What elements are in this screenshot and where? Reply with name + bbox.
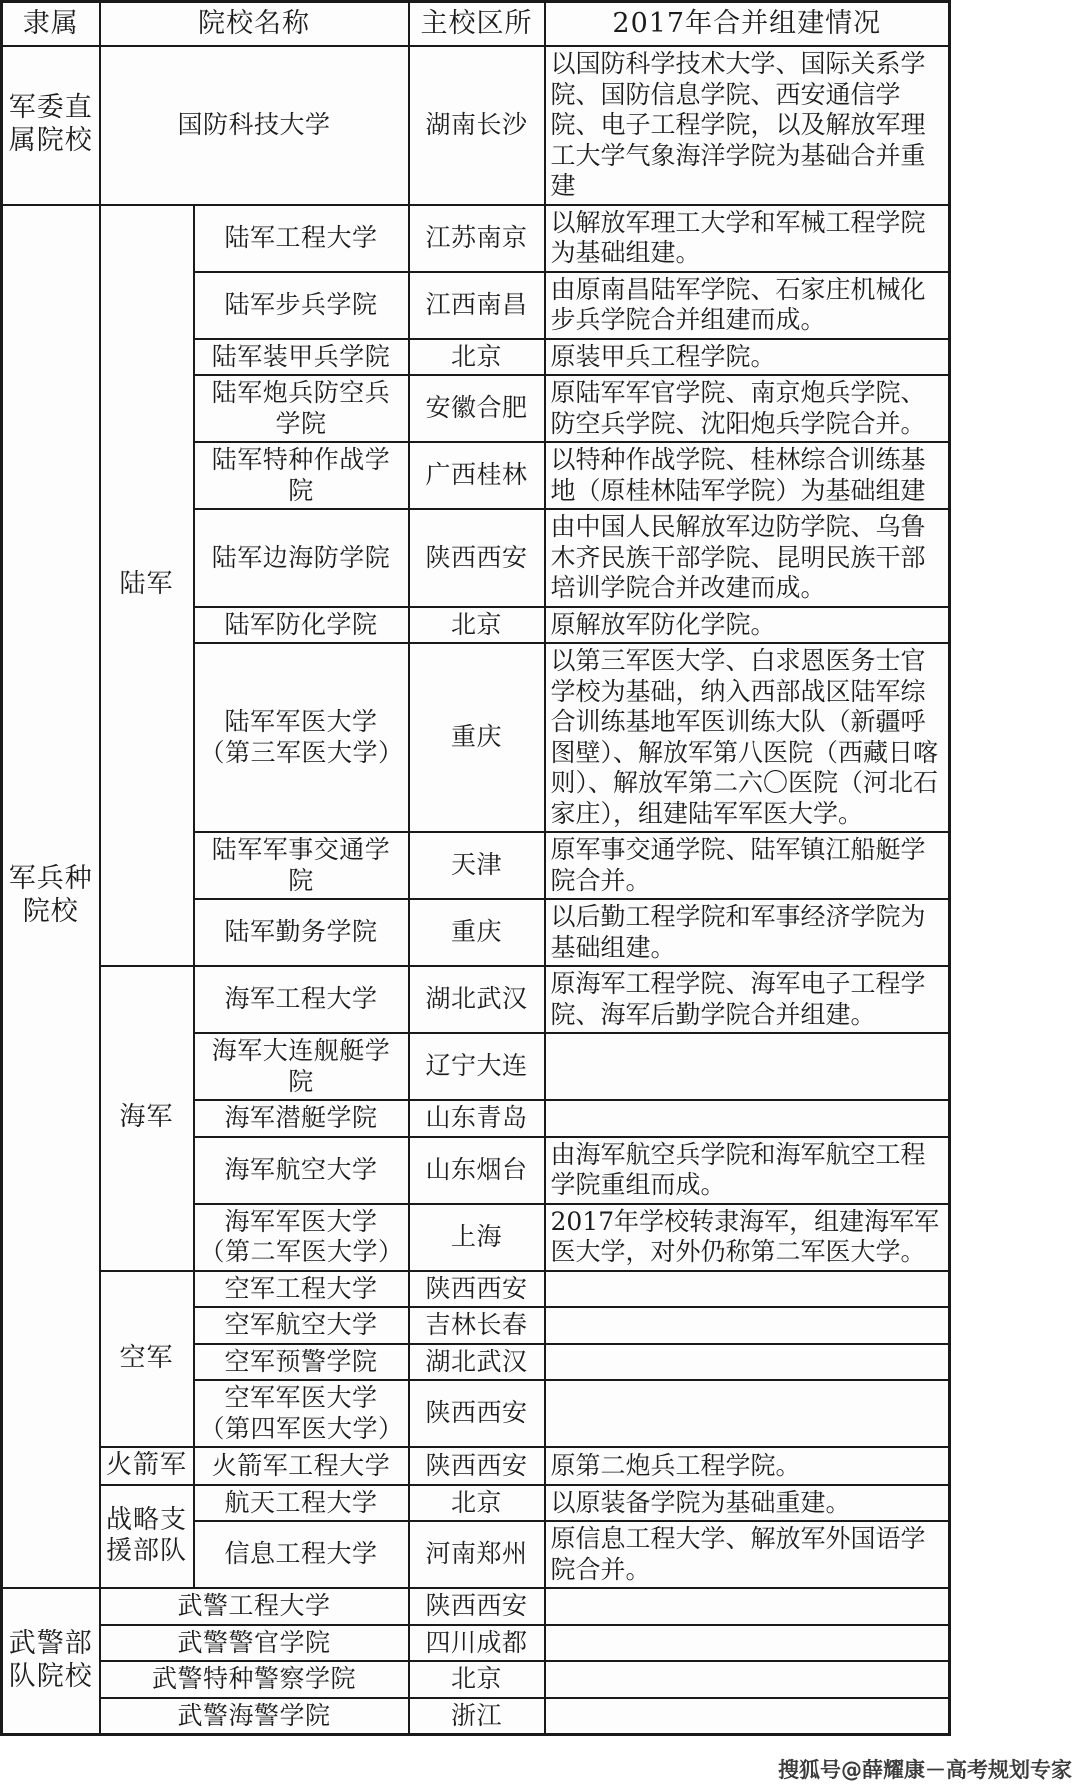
note-cell: 原第二炮兵工程学院。 xyxy=(545,1447,950,1485)
school-cell: 海军大连舰艇学院 xyxy=(194,1033,409,1100)
note-cell xyxy=(545,1625,950,1662)
campus-cell: 北京 xyxy=(409,339,545,376)
campus-cell: 陕西西安 xyxy=(409,1588,545,1625)
branch-label-line1: 战略支 xyxy=(105,1504,187,1535)
school-cell: 空军航空大学 xyxy=(194,1307,409,1344)
affiliation-label-line2: 属院校 xyxy=(8,125,93,157)
school-cell: 陆军防化学院 xyxy=(194,607,409,644)
school-label-line1: 陆军军医大学 xyxy=(224,707,378,736)
note-cell: 原信息工程大学、解放军外国语学院合并。 xyxy=(545,1521,950,1588)
affiliation-label-line1: 武警部 xyxy=(8,1628,93,1660)
note-cell: 由中国人民解放军边防学院、乌鲁木齐民族干部学院、昆明民族干部培训学院合并改建而成。 xyxy=(545,509,950,607)
branch-cell xyxy=(100,1485,194,1589)
note-cell xyxy=(545,1380,950,1447)
note-cell: 以国防科学技术大学、国际关系学院、国防信息学院、西安通信学院、电子工程学院，以及解放军理工大学气象海洋学院为基础合并重建 xyxy=(545,46,950,205)
school-cell: 国防科技大学 xyxy=(100,46,409,205)
school-cell: 陆军装甲兵学院 xyxy=(194,339,409,376)
note-cell xyxy=(545,1033,950,1100)
table-row xyxy=(2,1661,950,1698)
campus-cell: 湖北武汉 xyxy=(409,966,545,1033)
table-row xyxy=(2,966,950,1033)
campus-cell: 陕西西安 xyxy=(409,1271,545,1308)
school-cell: 武警工程大学 xyxy=(100,1588,409,1625)
table-row xyxy=(2,1698,950,1735)
campus-cell: 上海 xyxy=(409,1204,545,1271)
school-cell: 航天工程大学 xyxy=(194,1485,409,1522)
school-cell xyxy=(194,643,409,832)
note-cell xyxy=(545,1307,950,1344)
note-cell xyxy=(545,1698,950,1735)
note-cell: 原解放军防化学院。 xyxy=(545,607,950,644)
school-cell xyxy=(194,1204,409,1271)
note-cell: 以原装备学院为基础重建。 xyxy=(545,1485,950,1522)
branch-cell: 空军 xyxy=(100,1271,194,1448)
campus-cell: 四川成都 xyxy=(409,1625,545,1662)
campus-cell: 天津 xyxy=(409,832,545,899)
campus-cell: 陕西西安 xyxy=(409,1380,545,1447)
school-cell: 海军潜艇学院 xyxy=(194,1100,409,1137)
note-cell xyxy=(545,1661,950,1698)
campus-cell: 山东青岛 xyxy=(409,1100,545,1137)
campus-cell: 陕西西安 xyxy=(409,509,545,607)
note-cell: 以特种作战学院、桂林综合训练基地（原桂林陆军学院）为基础组建 xyxy=(545,442,950,509)
branch-label-line2: 援部队 xyxy=(105,1536,187,1567)
note-cell: 由海军航空兵学院和海军航空工程学院重组而成。 xyxy=(545,1137,950,1204)
school-cell: 陆军工程大学 xyxy=(194,205,409,272)
table-row xyxy=(2,205,950,272)
affiliation-cell xyxy=(2,205,100,1589)
school-label-line1: 海军军医大学 xyxy=(224,1206,378,1236)
header-campus: 主校区所 xyxy=(409,2,545,47)
note-cell: 以第三军医大学、白求恩医务士官学校为基础，纳入西部战区陆军综合训练基地军医训练大队（新疆呼图壁）、解放军第八医院（西藏日喀则）、解放军第二六〇医院（河北石家庄），组建陆军军医大学。 xyxy=(545,643,950,832)
school-cell: 空军预警学院 xyxy=(194,1344,409,1381)
header-school-name: 院校名称 xyxy=(100,2,409,47)
table-body xyxy=(2,46,950,1735)
header-note: 2017年合并组建情况 xyxy=(545,2,950,47)
school-cell: 陆军勤务学院 xyxy=(194,899,409,966)
note-cell xyxy=(545,1588,950,1625)
branch-cell: 海军 xyxy=(100,966,194,1271)
note-cell: 原陆军军官学院、南京炮兵学院、防空兵学院、沈阳炮兵学院合并。 xyxy=(545,375,950,442)
table-row xyxy=(2,1447,950,1485)
campus-cell: 北京 xyxy=(409,607,545,644)
school-cell: 空军工程大学 xyxy=(194,1271,409,1308)
note-cell: 2017年学校转隶海军，组建海军军医大学，对外仍称第二军医大学。 xyxy=(545,1204,950,1271)
table-row xyxy=(2,1485,950,1522)
campus-cell: 北京 xyxy=(409,1661,545,1698)
affiliation-label-line1: 军兵种 xyxy=(8,863,93,895)
campus-cell: 辽宁大连 xyxy=(409,1033,545,1100)
affiliation-label-line2: 队院校 xyxy=(8,1661,93,1693)
campus-cell: 河南郑州 xyxy=(409,1521,545,1588)
campus-cell: 北京 xyxy=(409,1485,545,1522)
campus-cell: 重庆 xyxy=(409,643,545,832)
school-cell: 武警警官学院 xyxy=(100,1625,409,1662)
note-cell xyxy=(545,1100,950,1137)
campus-cell: 湖南长沙 xyxy=(409,46,545,205)
note-cell xyxy=(545,1271,950,1308)
note-cell: 以后勤工程学院和军事经济学院为基础组建。 xyxy=(545,899,950,966)
table-row xyxy=(2,1625,950,1662)
school-cell: 火箭军工程大学 xyxy=(194,1447,409,1485)
school-cell: 武警特种警察学院 xyxy=(100,1661,409,1698)
campus-cell: 重庆 xyxy=(409,899,545,966)
school-label-line2: （第三军医大学） xyxy=(199,737,404,767)
table-row xyxy=(2,1271,950,1308)
affiliation-cell xyxy=(2,46,100,205)
table-row xyxy=(2,1588,950,1625)
school-cell: 海军工程大学 xyxy=(194,966,409,1033)
note-cell: 原装甲兵工程学院。 xyxy=(545,339,950,376)
branch-cell: 陆军 xyxy=(100,205,194,967)
school-cell: 信息工程大学 xyxy=(194,1521,409,1588)
header-affiliation: 隶属 xyxy=(2,2,100,47)
campus-cell: 安徽合肥 xyxy=(409,375,545,442)
watermark-text: 搜狐号@薛耀康－高考规划专家 xyxy=(778,1758,1072,1782)
table-row xyxy=(2,46,950,205)
note-cell: 原海军工程学院、海军电子工程学院、海军后勤学院合并组建。 xyxy=(545,966,950,1033)
header-row xyxy=(2,2,950,47)
campus-cell: 江苏南京 xyxy=(409,205,545,272)
school-cell: 陆军特种作战学院 xyxy=(194,442,409,509)
school-cell: 陆军炮兵防空兵学院 xyxy=(194,375,409,442)
school-label-line2: （第四军医大学） xyxy=(199,1413,404,1443)
school-cell: 武警海警学院 xyxy=(100,1698,409,1735)
campus-cell: 湖北武汉 xyxy=(409,1344,545,1381)
campus-cell: 山东烟台 xyxy=(409,1137,545,1204)
school-cell: 陆军边海防学院 xyxy=(194,509,409,607)
campus-cell: 浙江 xyxy=(409,1698,545,1735)
affiliation-cell xyxy=(2,1588,100,1735)
note-cell: 由原南昌陆军学院、石家庄机械化步兵学院合并组建而成。 xyxy=(545,272,950,339)
note-cell: 原军事交通学院、陆军镇江船艇学院合并。 xyxy=(545,832,950,899)
note-cell: 以解放军理工大学和军械工程学院为基础组建。 xyxy=(545,205,950,272)
school-label-line2: （第二军医大学） xyxy=(199,1237,404,1266)
school-cell: 陆军军事交通学院 xyxy=(194,832,409,899)
campus-cell: 广西桂林 xyxy=(409,442,545,509)
school-label-line1: 空军军医大学 xyxy=(224,1383,378,1412)
school-cell: 海军航空大学 xyxy=(194,1137,409,1204)
note-cell xyxy=(545,1344,950,1381)
affiliation-label-line2: 院校 xyxy=(22,896,79,928)
affiliation-label-line1: 军委直 xyxy=(8,92,93,124)
branch-cell: 火箭军 xyxy=(100,1447,194,1485)
school-cell xyxy=(194,1380,409,1447)
school-cell: 陆军步兵学院 xyxy=(194,272,409,339)
table-header xyxy=(2,2,950,47)
campus-cell: 江西南昌 xyxy=(409,272,545,339)
campus-cell: 吉林长春 xyxy=(409,1307,545,1344)
campus-cell: 陕西西安 xyxy=(409,1447,545,1485)
